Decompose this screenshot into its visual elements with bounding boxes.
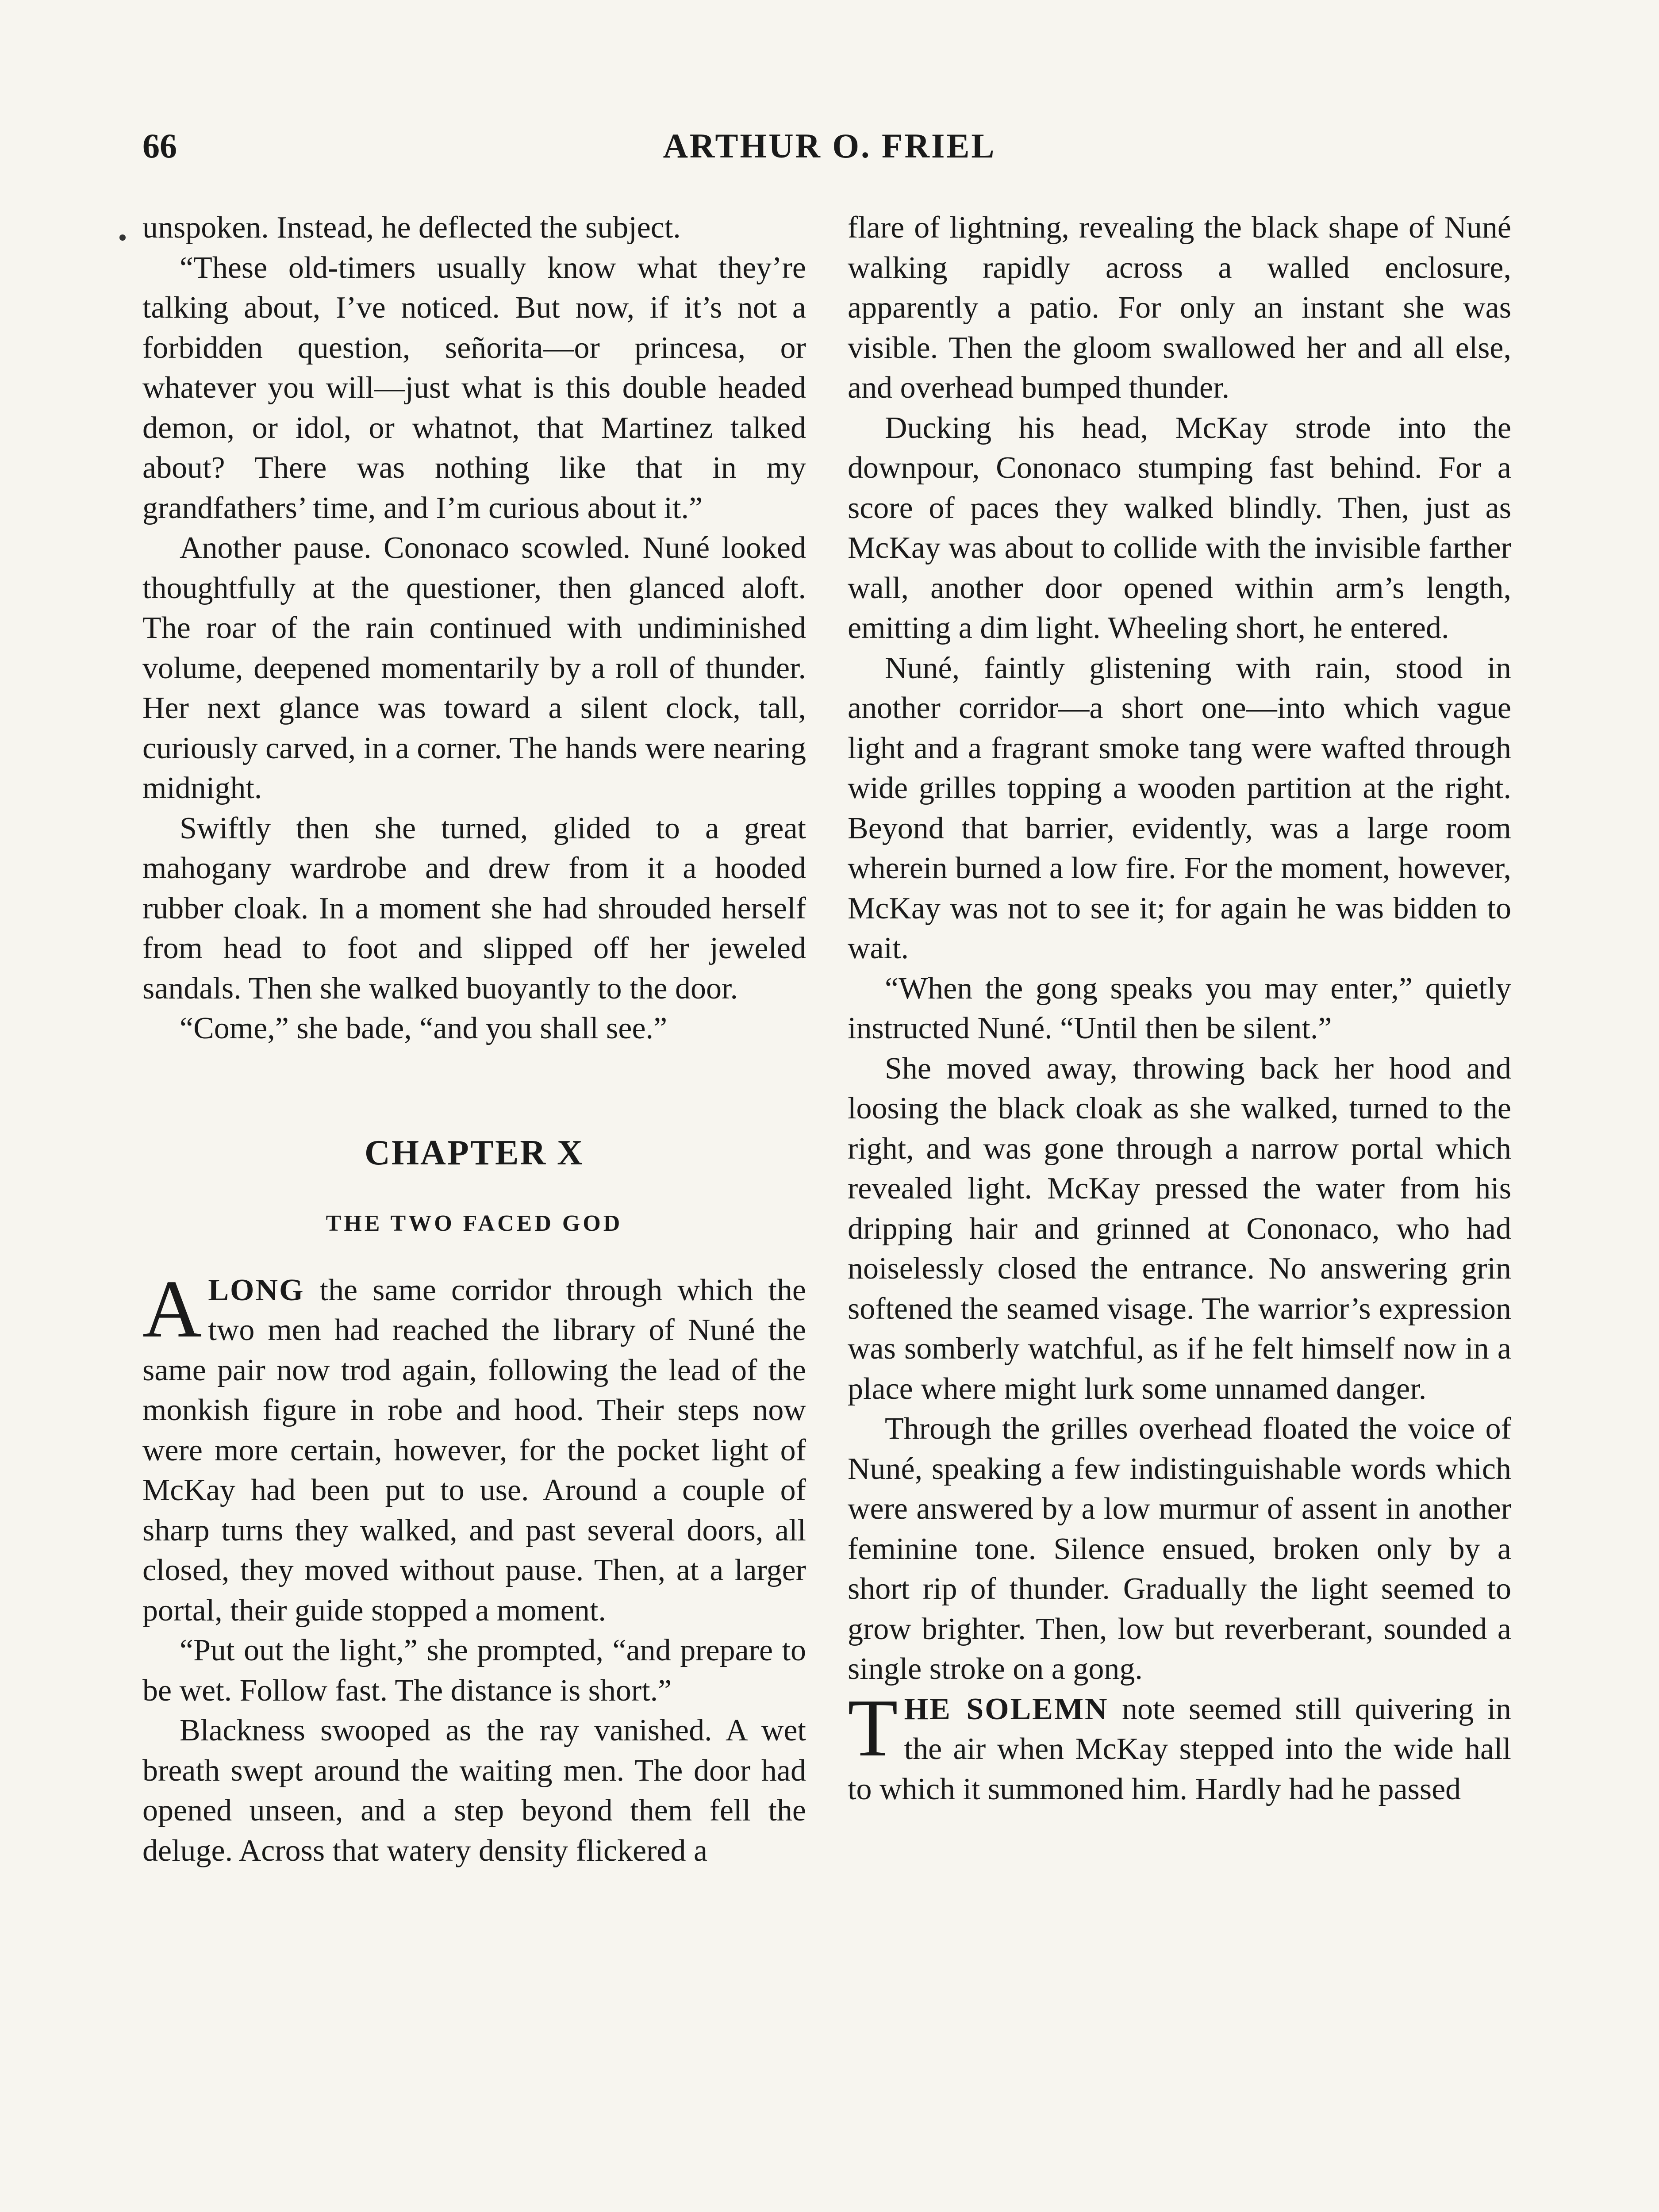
section-opening-paragraph xyxy=(848,1682,1511,1810)
paragraph: “Put out the light,” she prompted, “and prepare to be wet. Follow fast. The distance is short.” xyxy=(142,1633,806,1708)
paragraph: Through the grilles overhead floated the voice of Nuné, speaking a few indistinguishable words which were answered by a low murmur of assent in another feminine tone. Silence ensued, broken only by a short rip of thunder. Gradually the light seemed to grow brighter. Then, low but reverberant, sounded a single stroke on a gong. xyxy=(848,1412,1511,1686)
chapter-subtitle: THE TWO FACED GOD xyxy=(326,1211,623,1236)
paragraph: She moved away, throwing back her hood and loosing the black cloak as she walked, turned to the right, and was gone through a narrow portal which revealed light. McKay pressed the water from his dripping hair and grinned at Cononaco, who had noiselessly closed the entrance. No answering grin softened the seamed visage. The warrior’s expression was somberly watchful, as if he felt himself now in a place where might lurk some unnamed danger. xyxy=(848,1051,1511,1406)
paragraph: Swiftly then she turned, glided to a great mahogany wardrobe and drew from it a hooded rubber cloak. In a moment she had shrouded herself from head to foot and slipped off her jeweled sandals. Then she walked buoyantly to the door. xyxy=(142,811,806,1006)
paragraph: “These old-timers usually know what they’re talking about, I’ve noticed. But now, if it’s not a forbidden question, señorita—or princesa, or whatever you will—just what is this double headed demon, or idol, or whatnot, that Martinez talked about? There was nothing like that in my grandfathers’ time, and I’m curious about it.” xyxy=(142,250,806,525)
page-header xyxy=(142,126,1517,179)
left-column xyxy=(142,208,806,1871)
running-title: ARTHUR O. FRIEL xyxy=(663,127,996,165)
paragraph-text: note seemed still quivering in the air when McKay stepped into the wide hall to which it summoned him. Hardly had he passed xyxy=(848,1692,1511,1806)
paragraph: “Come,” she bade, “and you shall see.” xyxy=(180,1011,668,1045)
paragraph-text: the same corridor through which the two men had reached the library of Nuné the same pair now trod again, following the lead of the monkish figure in robe and hood. Their steps now were more certain, however, for the pocket light of McKay had been put to use. Around a couple of sharp turns they walked, and past several doors, all closed, they moved without pause. Then, at a larger portal, their guide stopped a moment. xyxy=(142,1273,806,1628)
drop-cap: A xyxy=(142,1263,202,1355)
paragraph: Another pause. Cononaco scowled. Nuné looked thoughtfully at the questioner, then glanced aloft. The roar of the rain continued with undiminished volume, deepened momentarily by a roll of thunder. Her next glance was toward a silent clock, tall, curiously carved, in a corner. The hands were nearing midnight. xyxy=(142,531,806,805)
margin-mark xyxy=(119,234,126,241)
paragraph: “When the gong speaks you may enter,” quietly instructed Nuné. “Until then be silent.” xyxy=(848,971,1511,1045)
paragraph: flare of lightning, revealing the black shape of Nuné walking rapidly across a walled enclosure, apparently a patio. For only an instant she was visible. Then the gloom swallowed her and all else, and overhead bumped thunder. xyxy=(848,211,1511,405)
right-column xyxy=(848,208,1511,1809)
small-caps-lead: LONG xyxy=(208,1273,305,1307)
page-number: 66 xyxy=(142,127,177,165)
paragraph: unspoken. Instead, he deflected the subject. xyxy=(142,211,681,245)
drop-cap: T xyxy=(848,1682,898,1774)
paragraph: Ducking his head, McKay strode into the downpour, Cononaco stumping fast behind. For a score of paces they walked blindly. Then, just as McKay was about to collide with the invisible farther wall, another door opened within arm’s length, emitting a dim light. Wheeling short, he entered. xyxy=(848,411,1511,645)
chapter-opening-paragraph xyxy=(142,1263,806,1631)
small-caps-lead: HE SOLEMN xyxy=(904,1692,1109,1726)
paragraph: Nuné, faintly glistening with rain, stood in another corridor—a short one—into which vague light and a fragrant smoke tang were wafted through wide grilles topping a wooden partition at the right. Beyond that barrier, evidently, was a large room wherein burned a low fire. For the moment, however, McKay was not to see it; for again he was bidden to wait. xyxy=(848,651,1511,965)
chapter-heading: CHAPTER X xyxy=(365,1133,584,1172)
paragraph: Blackness swooped as the ray vanished. A wet breath swept around the waiting men. The door had opened unseen, and a step beyond them fell the deluge. Across that watery density flickered a xyxy=(142,1713,806,1868)
